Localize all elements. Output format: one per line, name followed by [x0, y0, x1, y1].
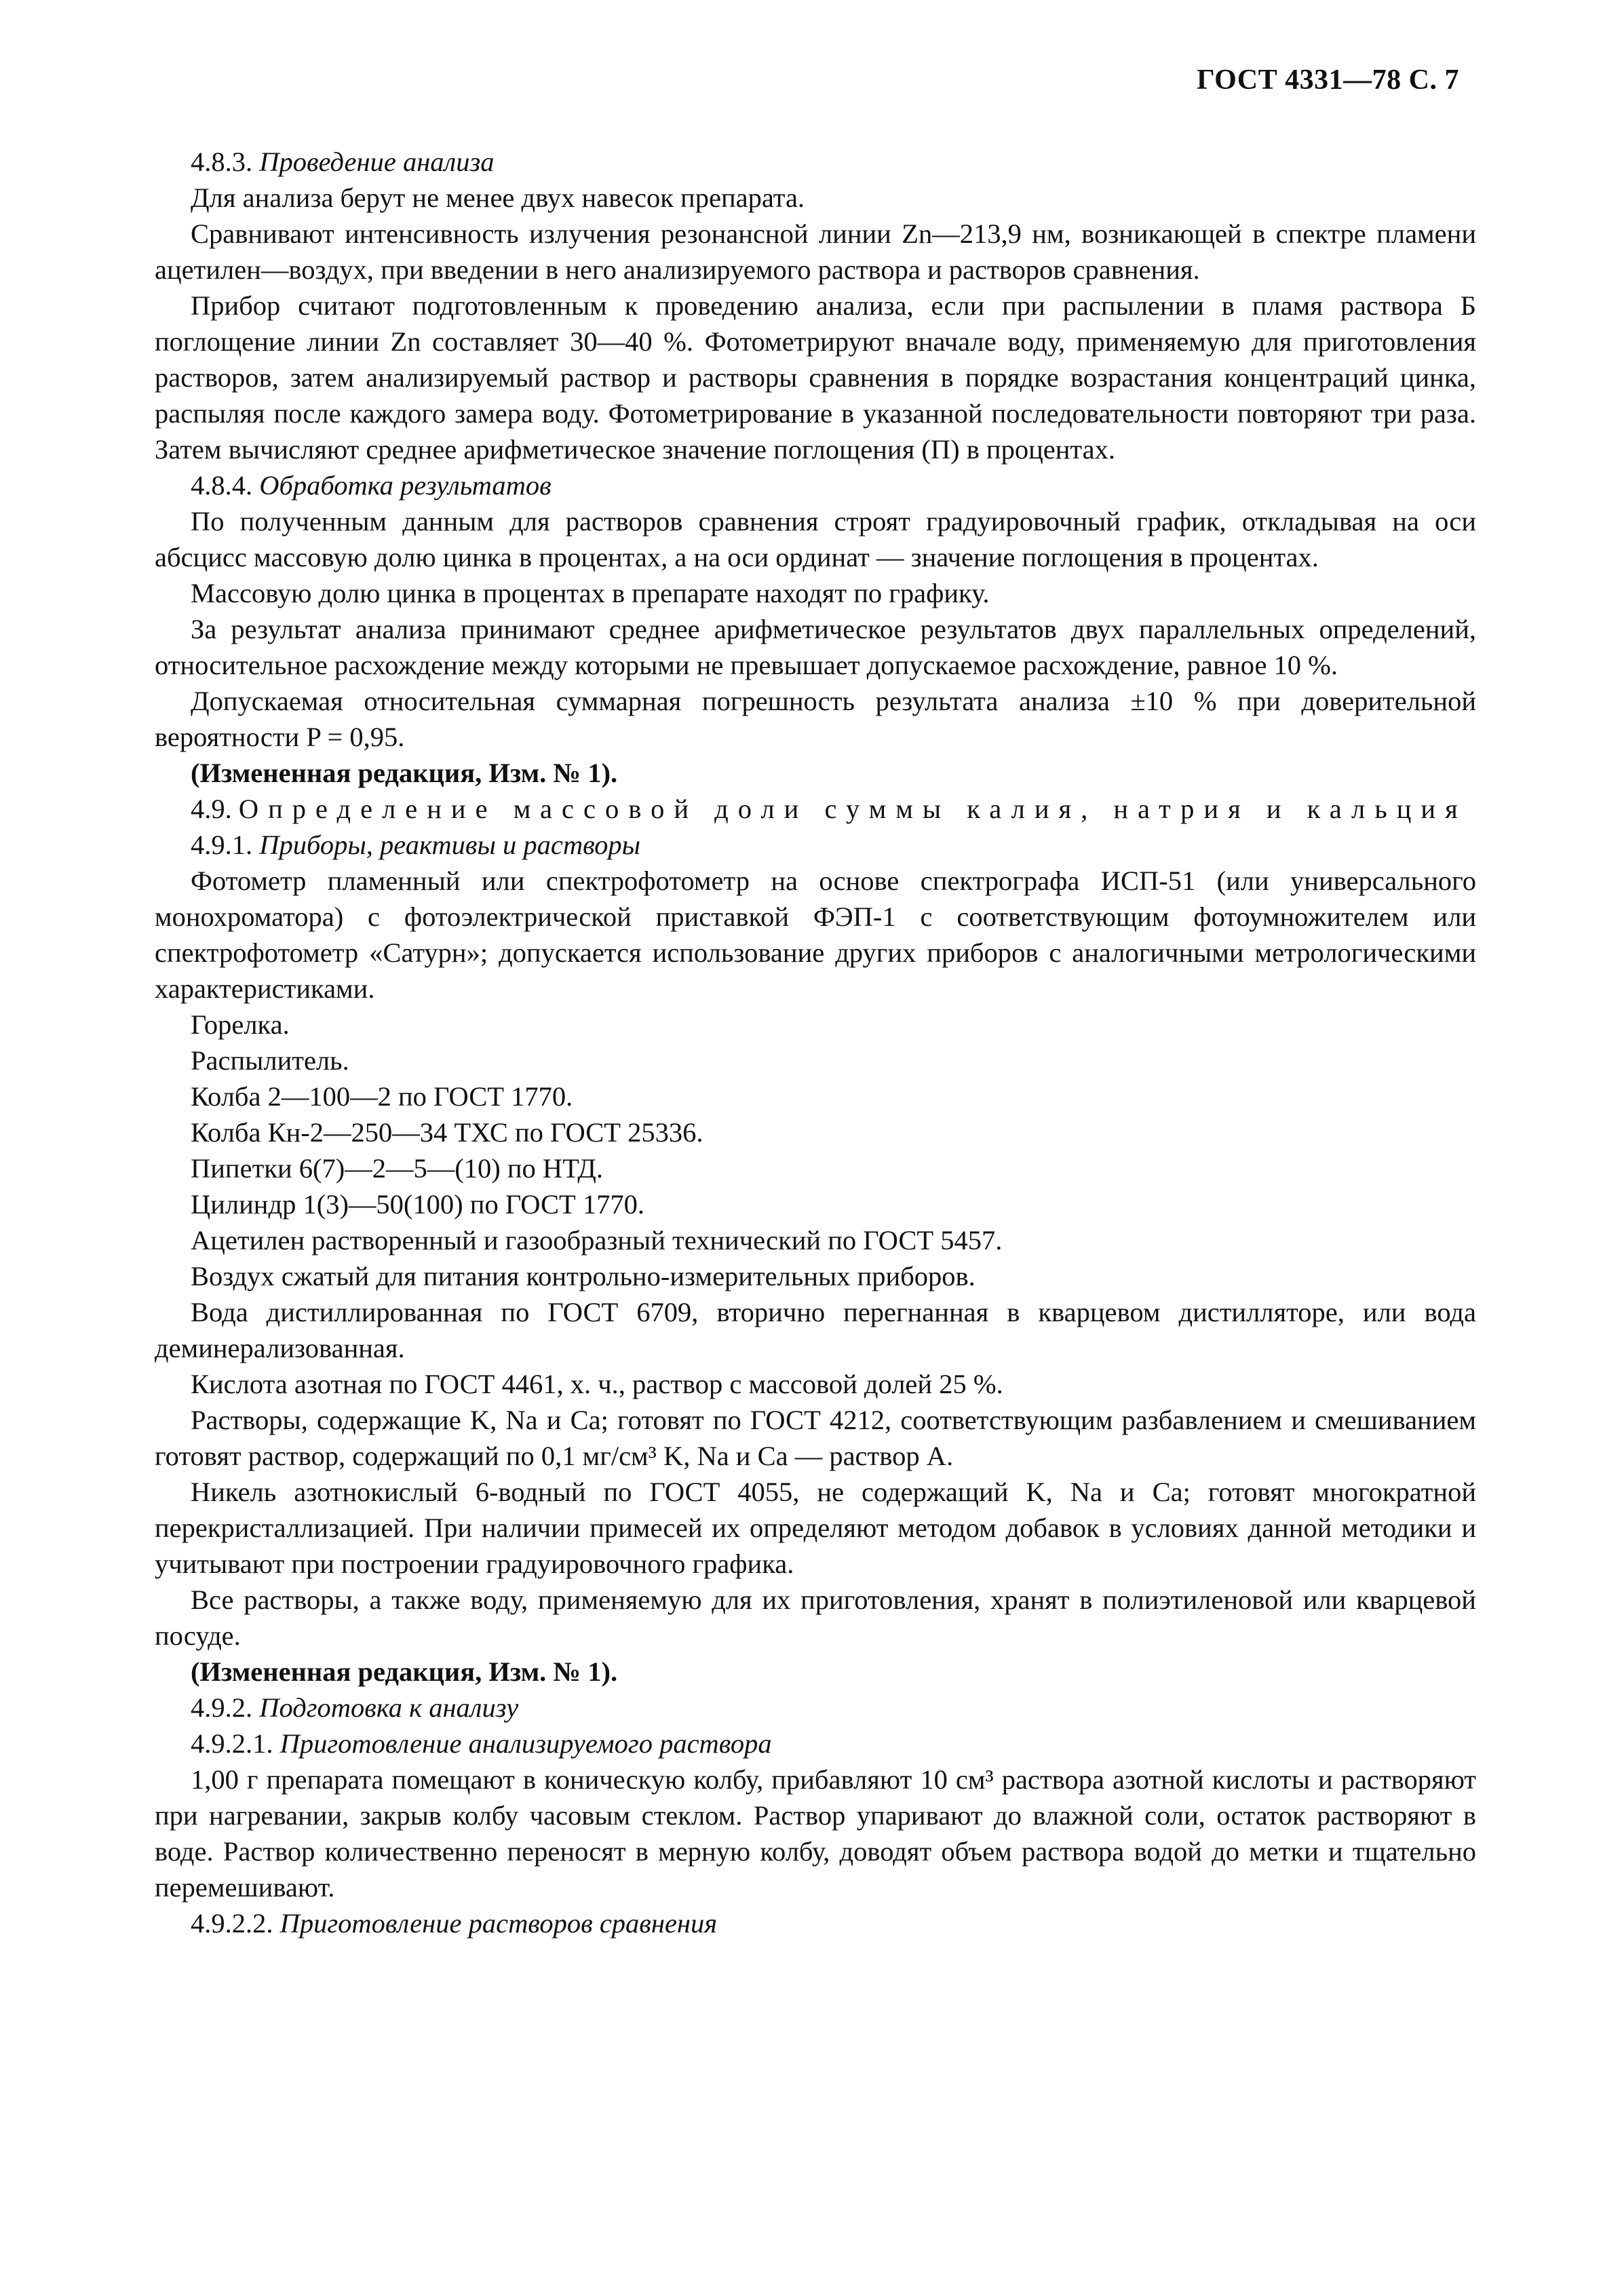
- equipment-item: Цилиндр 1(3)—50(100) по ГОСТ 1770.: [191, 1189, 644, 1220]
- paragraph: 1,00 г препарата помещают в коническую колбу, прибавляют 10 см³ раствора азотной кислоты и растворяют при нагревании, закрыв колбу часовым стеклом. Раствор упаривают до влажной соли, остаток растворяют в воде. Раствор количественно переносят в мерную колбу, доводят объем раствора водой до метки и тщательно перемешивают.: [155, 1764, 1476, 1903]
- section-title: Обработка результатов: [259, 470, 552, 501]
- section-heading: [155, 144, 1476, 180]
- section-number: 4.9.: [191, 794, 232, 824]
- section-heading: [155, 827, 1476, 863]
- equipment-item: Горелка.: [191, 1009, 290, 1040]
- paragraph: По полученным данным для растворов сравнения строят градуировочный график, откладывая на оси абсцисс массовую долю цинка в процентах, а на оси ординат — значение поглощения в процентах.: [155, 506, 1476, 572]
- paragraph: Кислота азотная по ГОСТ 4461, х. ч., раствор с массовой долей 25 %.: [191, 1369, 1003, 1399]
- section-title: Проведение анализа: [259, 147, 495, 177]
- section-title: Приготовление растворов сравнения: [279, 1908, 718, 1939]
- section-heading-spaced: [155, 791, 1476, 827]
- section-number: 4.8.4.: [191, 470, 253, 501]
- section-title: Приборы, реактивы и растворы: [259, 830, 641, 860]
- paragraph: Для анализа берут не менее двух навесок препарата.: [191, 182, 805, 213]
- equipment-item: Колба Кн-2—250—34 ТХС по ГОСТ 25336.: [191, 1117, 703, 1148]
- amendment-note: (Измененная редакция, Изм. № 1).: [191, 758, 618, 788]
- paragraph: Все растворы, а также воду, применяемую для их приготовления, хранят в полиэтиленовой или кварцевой посуде.: [155, 1584, 1476, 1651]
- section-heading: [155, 1905, 1476, 1941]
- equipment-item: Распылитель.: [191, 1045, 349, 1076]
- paragraph: Растворы, содержащие K, Na и Ca; готовят по ГОСТ 4212, соответствующим разбавлением и смешиванием готовят раствор, содержащий по 0,1 мг/см³ K, Na и Ca — раствор А.: [155, 1405, 1476, 1471]
- equipment-item: Ацетилен растворенный и газообразный технический по ГОСТ 5457.: [191, 1225, 1003, 1256]
- running-header: ГОСТ 4331—78 С. 7: [1196, 64, 1459, 96]
- paragraph: Массовую долю цинка в процентах в препарате находят по графику.: [191, 578, 990, 608]
- section-number: 4.9.2.: [191, 1692, 253, 1723]
- paragraph: Допускаемая относительная суммарная погрешность результата анализа ±10 % при доверительной вероятности P = 0,95.: [155, 686, 1476, 752]
- paragraph: Вода дистиллированная по ГОСТ 6709, вторично перегнанная в кварцевом дистилляторе, или вода деминерализованная.: [155, 1297, 1476, 1363]
- paragraph: Прибор считают подготовленным к проведению анализа, если при распылении в пламя раствора Б поглощение линии Zn составляет 30—40 %. Фотометрируют вначале воду, применяемую для приготовления растворов, затем анализируемый раствор и растворы сравнения в порядке возрастания концентраций цинка, распыляя после каждого замера воду. Фотометрирование в указанной последовательности повторяют три раза. Затем вычисляют среднее арифметическое значение поглощения (П) в процентах.: [155, 290, 1476, 465]
- section-title: Подготовка к анализу: [259, 1692, 519, 1723]
- section-number: 4.9.2.2.: [191, 1908, 273, 1939]
- equipment-item: Пипетки 6(7)—2—5—(10) по НТД.: [191, 1153, 604, 1184]
- paragraph: Фотометр пламенный или спектрофотометр на основе спектрографа ИСП-51 (или универсального монохроматора) с фотоэлектрической приставкой ФЭП-1 с соответствующим фотоумножителем или спектрофотометр «Сатурн»; допускается использование других приборов с аналогичными метрологическими характеристиками.: [155, 865, 1476, 1004]
- paragraph: Никель азотнокислый 6-водный по ГОСТ 4055, не содержащий K, Na и Ca; готовят многократной перекристаллизацией. При наличии примесей их определяют методом добавок в условиях данной методики и учитывают при построении градуировочного графика.: [155, 1477, 1476, 1579]
- section-heading: [155, 1690, 1476, 1726]
- section-title: Приготовление анализируемого раствора: [279, 1728, 772, 1759]
- equipment-item: Воздух сжатый для питания контрольно-измерительных приборов.: [191, 1261, 976, 1291]
- paragraph: Сравнивают интенсивность излучения резонансной линии Zn—213,9 нм, возникающей в спектре пламени ацетилен—воздух, при введении в него анализируемого раствора и растворов сравнения.: [155, 218, 1476, 285]
- equipment-item: Колба 2—100—2 по ГОСТ 1770.: [191, 1081, 573, 1112]
- amendment-note: (Измененная редакция, Изм. № 1).: [191, 1656, 618, 1687]
- section-number: 4.9.2.1.: [191, 1728, 273, 1759]
- section-heading: [155, 1726, 1476, 1762]
- section-heading: [155, 467, 1476, 503]
- section-number: 4.9.1.: [191, 830, 253, 860]
- page-body: [155, 144, 1476, 1941]
- section-number: 4.8.3.: [191, 147, 253, 177]
- paragraph: За результат анализа принимают среднее арифметическое результатов двух параллельных определений, относительное расхождение между которыми не превышает допускаемое расхождение, равное 10 %.: [155, 614, 1476, 680]
- section-title: Определение массовой доли суммы калия, натрия и кальция: [238, 794, 1467, 824]
